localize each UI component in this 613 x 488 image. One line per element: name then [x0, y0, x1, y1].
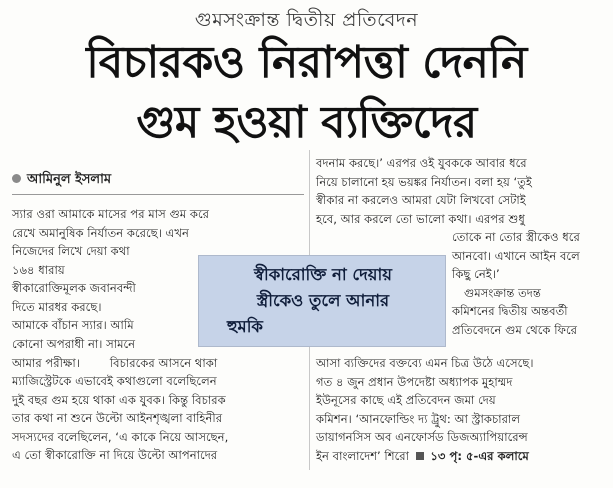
left-column-narrow [12, 242, 217, 372]
right-column-bottom [316, 354, 534, 466]
bullet-icon [12, 174, 21, 183]
text-span: বিচারকের আসনে থাকা [109, 355, 218, 370]
text-line: আসা ব্যক্তিদের বক্তব্যে এমন চিত্র উঠে এসেছে। [316, 356, 534, 370]
text-line: নিজেদের লিখে দেয়া কথা [12, 244, 130, 258]
text-span: আমার পরীক্ষা। [12, 355, 80, 370]
text-line: সদস্যদের বলেছিলেন, ‘এ কাকে নিয়ে আসছেন, [12, 429, 229, 444]
left-column-bottom [12, 372, 228, 465]
text-line: গুমসংক্রান্ত তদন্ত [464, 285, 541, 300]
text-line: ডায়াগনসিস অব এনফোর্সড ডিজঅ্যাপিয়ারেন্স [316, 430, 528, 445]
text-line: প্রতিবেদনে গুম থেকে ফিরে [452, 322, 578, 337]
text-line: রেখে অমানুষিক নির্যাতন করেছে। এখন [12, 225, 189, 240]
byline [12, 170, 111, 191]
text-line [316, 447, 534, 466]
text-line: দিতে মারধর করছে। [12, 299, 102, 314]
text-line: আনবো। এখানে আইন বলে [452, 248, 580, 263]
pull-quote-line-2: স্ত্রীকেও তুলে আনার [256, 291, 390, 310]
text-line: নিয়ে চালানো হয় ভয়ঙ্কর নির্যাতন। বলা হয় ‘তুই [316, 174, 532, 189]
continuation-link[interactable]: ১৩ পৃ: ৫-এর কলামে [430, 448, 529, 463]
headline-line-1: বিচারকও নিরাপত্তা দেননি [86, 37, 527, 88]
kicker: গুমসংক্রান্ত দ্বিতীয় প্রতিবেদন [194, 9, 419, 31]
text-line: বদনাম করছে।’ এরপর ওই যুবককে আবার ধরে [316, 156, 527, 170]
text-line: কমিশন। ‘আনফোল্ডিং দ্য ট্রুথ: আ স্ট্রাকচারাল [316, 411, 520, 426]
continuation-marker-icon [416, 452, 424, 460]
right-column-narrow [452, 228, 580, 340]
text-line: গত ৪ জুন প্রধান উপদেষ্টা অধ্যাপক মুহাম্মদ [316, 374, 513, 389]
text-span: ইন বাংলাদেশ’ শিরো [316, 448, 409, 463]
text-line: ম্যাজিস্ট্রেটকে এভাবেই কথাগুলো বলেছিলেন [12, 374, 217, 388]
left-column-top [12, 205, 209, 242]
text-line: স্বীকারোক্তিমূলক জবানবন্দী [12, 281, 136, 296]
byline-rule [12, 194, 304, 195]
text-line: ১৬৪ ধারায় [12, 262, 65, 277]
headline-line-2: গুম হওয়া ব্যক্তিদের [136, 97, 477, 148]
text-line: স্বীকার না করলেও আমরা যেটা লিখবো সেটাই [316, 193, 526, 208]
byline-name: আমিনুল ইসলাম [27, 172, 112, 187]
text-line: ইউনূসের কাছে এই প্রতিবেদন জমা দেয় [316, 393, 496, 408]
text-line: কিছু নেই।’ [452, 267, 500, 282]
text-line [12, 354, 217, 373]
text-line: কোনো অপরাধী না। সামনে [12, 336, 136, 351]
text-line: তোকে না তোর স্ত্রীকেও ধরে [452, 230, 580, 244]
text-line: কমিশনের দ্বিতীয় অন্তবর্তী [452, 304, 568, 319]
text-line: আমাকে বাঁচান স্যার। আমি [12, 318, 134, 333]
text-line: হবে, আর করলে তো ভালো কথা। এরপর শুধু [316, 211, 525, 226]
text-line: তার কথা না শুনে উল্টো আইনশৃঙ্খলা বাহিনীর [12, 411, 223, 426]
pull-quote [198, 255, 446, 347]
text-line: এ তো স্বীকারোক্তি না দিয়ে উল্টো আপনাদের [12, 448, 218, 463]
text-line: দুই বছর গুম হয়ে থাকা এক যুবক। কিন্তু বিচারক [12, 392, 226, 407]
pull-quote-line-1: স্বীকারোক্তি না দেয়ায় [253, 265, 393, 284]
right-column-top [316, 154, 532, 228]
text-line: স্যার ওরা আমাকে মাসের পর মাস গুম করে [12, 207, 209, 221]
pull-quote-line-3: হুমকি [227, 317, 263, 336]
